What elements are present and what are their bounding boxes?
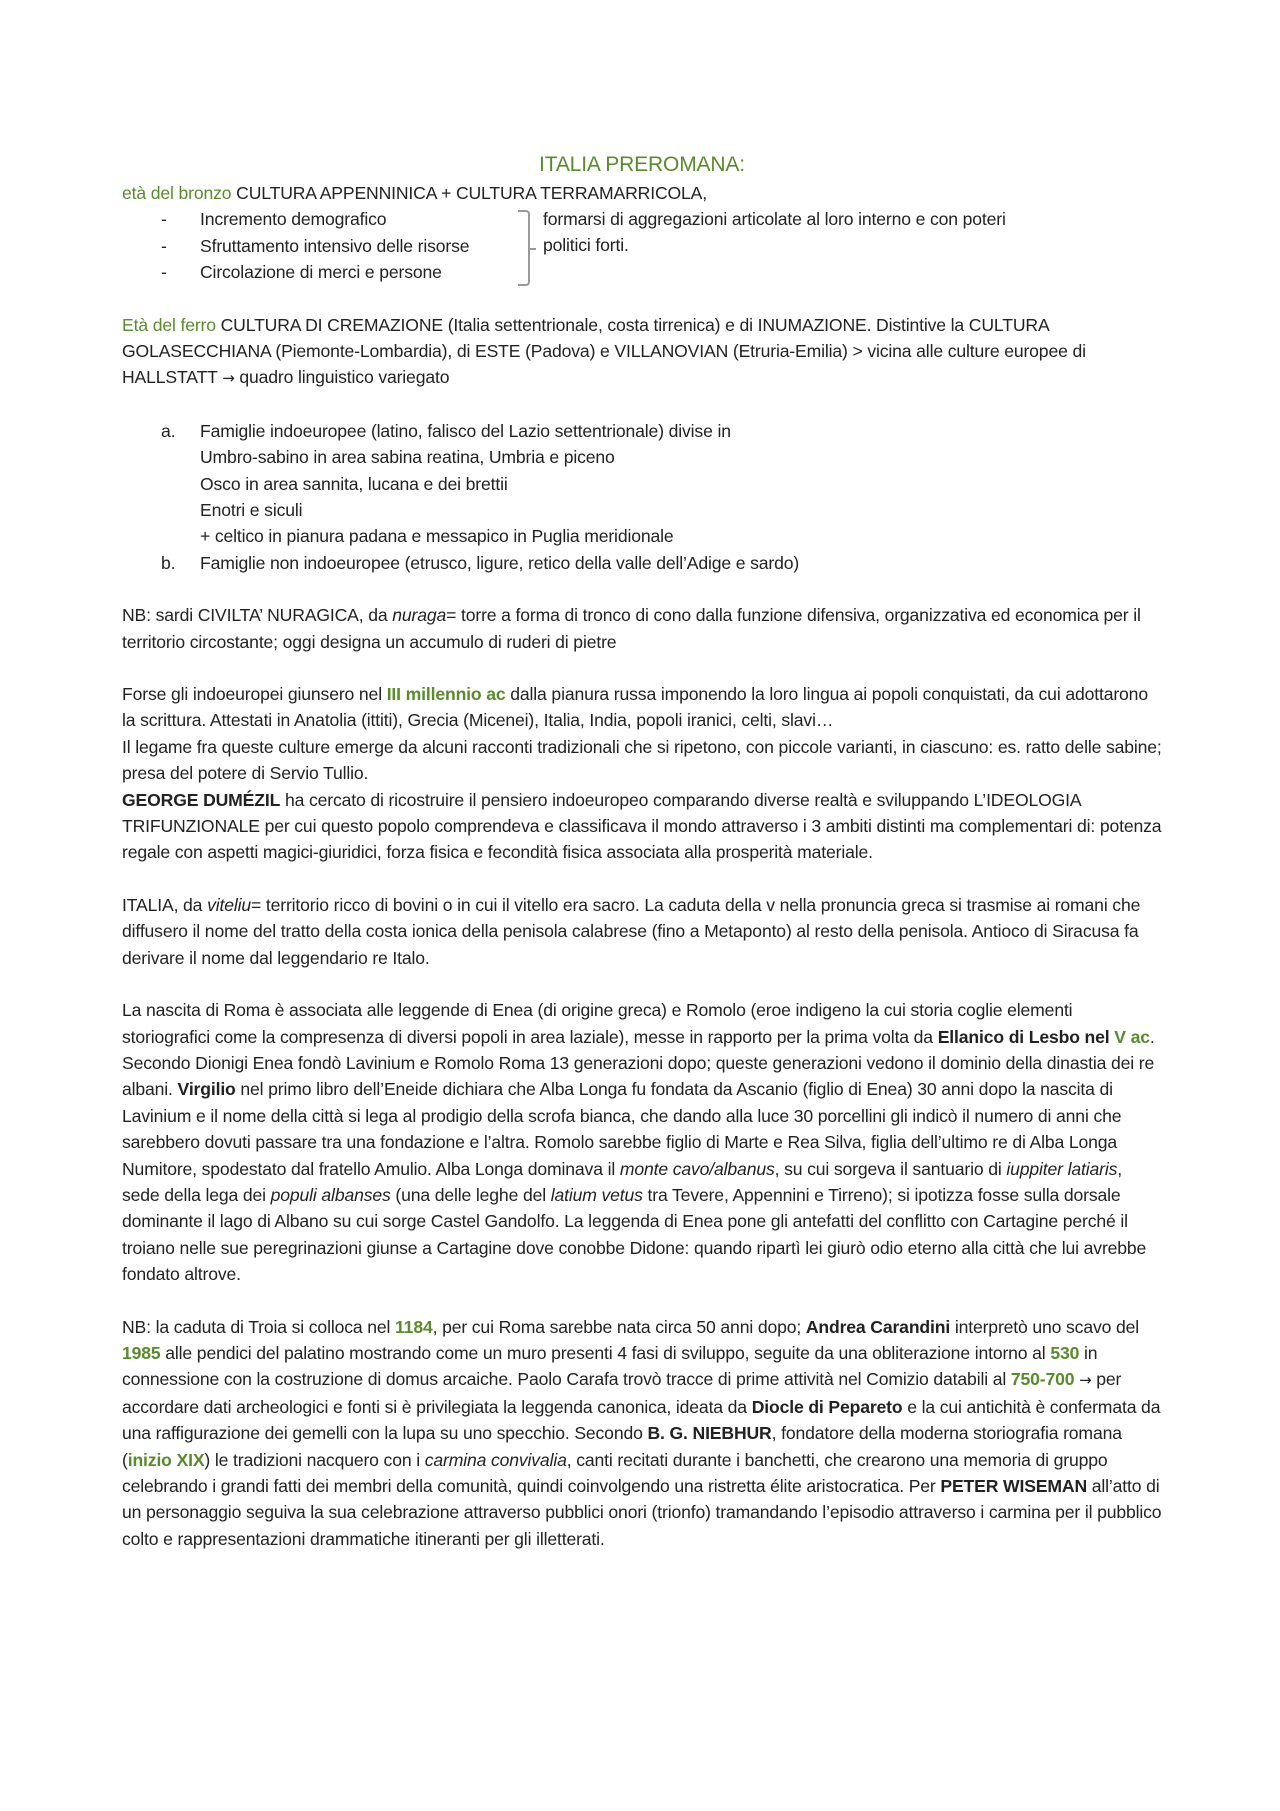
brace-icon	[518, 210, 530, 286]
nb-troia-paragraph: NB: la caduta di Troia si colloca nel 1184, per cui Roma sarebbe nata circa 50 anni dopo; Andrea Carandini interpretò uno scavo del 1985 alle pendici del palatino mostrando come un muro presenti 4 fasi di sviluppo, seguite da una obliterazione intorno al 530 in connessione con la costruzione di domus arcaiche. Paolo Carafa trovò tracce di prime attività nel Comizio databili al 750-700 → per accordare dati archeologici e fonti si è privilegiata la leggenda canonica, ideata da Diocle di Pepareto e la cui antichità è confermata da una raffigurazione dei gemelli con la lupa su uno specchio. Secondo B. G. NIEBHUR, fondatore della moderna storiografia romana (inizio XIX) le tradizioni nacquero con i carmina convivalia, canti recitati durante i banchetti, che crearono una memoria di gruppo celebrando i grandi fatti dei membri della comunità, quindi coinvolgendo una ristretta élite aristocratica. Per PETER WISEMAN all’atto di un personaggio seguiva la sua celebrazione attraverso pubblici onori (trionfo) tramandando l’episodio attraverso i carmina per il pubblico colto e rappresentazioni drammatiche itineranti per gli illetterati.	[122, 1316, 1162, 1549]
family-line: Enotri e siculi	[200, 500, 303, 521]
iron-text: CULTURA DI CREMAZIONE (Italia settentrionale, costa tirrenica) e di INUMAZIONE. Distintive la CULTURA GOLASECCHIANA (Piemonte-Lombardia), di ESTE (Padova) e VILLANOVIAN (Etruria-Emilia) > vicina alle culture europee di HALLSTATT	[122, 314, 1086, 388]
dumezil-paragraph: GEORGE DUMÉZIL ha cercato di ricostruire il pensiero indoeuropeo comparando diverse realtà e sviluppando L’IDEOLOGIA TRIFUNZIONALE per cui questo popolo comprendeva e classificava il mondo attraverso i 3 ambiti distinti ma complementari di: potenza regale con aspetti magici-giuridici, forza fisica e fecondità fisica associata alla prosperità materiale.	[122, 789, 1162, 863]
family-line: Famiglie non indoeuropee (etrusco, ligure, retico della valle dell’Adige e sardo)	[200, 552, 800, 573]
family-line: + celtico in pianura padana e messapico in Puglia meridionale	[200, 526, 674, 547]
bronze-section	[122, 180, 1162, 286]
family-line: Famiglie indoeuropee (latino, falisco del Lazio settentrionale) divise in	[200, 420, 731, 441]
arrow-right-icon: →	[1079, 1371, 1092, 1390]
bronze-label: età del bronzo	[122, 183, 232, 203]
list-item-b	[122, 550, 1162, 576]
iron-text-end: quadro linguistico variegato	[234, 367, 450, 388]
bronze-item-3: Circolazione di merci e persone	[200, 262, 442, 283]
document-page	[122, 150, 1162, 1552]
iron-paragraph	[122, 312, 1162, 392]
list-item: - Circolazione di merci e persone	[122, 259, 1162, 285]
brace-text: formarsi di aggregazioni articolate al loro interno e con poteri politici forti.	[543, 209, 1006, 256]
arrow-right-icon: →	[222, 369, 235, 388]
family-line: Umbro-sabino in area sabina reatina, Umbria e piceno	[200, 447, 615, 468]
italia-paragraph: ITALIA, da viteliu= territorio ricco di bovini o in cui il vitello era sacro. La caduta della v nella pronuncia greca si trasmise ai romani che diffusero il nome del tratto della costa ionica della penisola calabrese (fino a Metaponto) al resto della penisola. Antioco di Siracusa fa derivare il nome dal leggendario re Italo.	[122, 894, 1141, 968]
family-line: Osco in area sannita, lucana e dei brettii	[200, 473, 508, 494]
roma-paragraph: La nascita di Roma è associata alle leggende di Enea (di origine greca) e Romolo (eroe indigeno la cui storia coglie elementi storiografici come la compresenza di diversi popoli in area laziale), messe in rapporto per la prima volta da Ellanico di Lesbo nel V ac. Secondo Dionigi Enea fondò Lavinium e Romolo Roma 13 generazioni dopo; queste generazioni vedono il dominio della dinastia dei re albani. Virgilio nel primo libro dell’Eneide dichiara che Alba Longa fu fondata da Ascanio (figlio di Enea) 30 anni dopo la nascita di Lavinium e il nome della città si lega al prodigio della scrofa bianca, che dando alla luce 30 porcellini gli indicò il numero di anni che sarebbero dovuti passare tra una fondazione e l’altra. Romolo sarebbe figlio di Marte e Rea Silva, figlia dell’ultimo re di Alba Longa Numitore, spodestato dal fratello Amulio. Alba Longa dominava il monte cavo/albanus, su cui sorgeva il santuario di iuppiter latiaris, sede della lega dei populi albanses (una delle leghe del latium vetus tra Tevere, Appennini e Tirreno); si ipotizza fosse sulla dorsale dominante il lago di Albano su cui sorge Castel Gandolfo. La leggenda di Enea pone gli antefatti del conflitto con Cartagine perché il troiano nelle sue peregrinazioni giunse a Cartagine dove conobbe Didone: quando ripartì lei giurò odio eterno alla città che lui avrebbe fondato altrove.	[122, 1000, 1155, 1285]
list-item: - Sfruttamento intensivo delle risorse	[122, 233, 1162, 259]
bronze-heading	[122, 180, 1162, 206]
list-marker-b: b.	[161, 552, 176, 573]
indoeuropei-paragraph: Forse gli indoeuropei giunsero nel III millennio ac dalla pianura russa imponendo la loro lingua ai popoli conquistati, da cui adottarono la scrittura. Attestati in Anatolia (ittiti), Grecia (Micenei), Italia, India, popoli iranici, celti, slavi…	[122, 684, 1148, 731]
page-title: ITALIA PREROMANA:	[539, 153, 745, 176]
list-item-a	[122, 418, 1162, 550]
legame-paragraph: Il legame fra queste culture emerge da alcuni racconti tradizionali che si ripetono, con piccole varianti, in ciascuno: es. ratto delle sabine; presa del potere di Servio Tullio.	[122, 736, 1162, 784]
list-item: - Incremento demografico	[122, 206, 1162, 232]
iron-label: Età del ferro	[122, 314, 216, 335]
nb-nuraghi-paragraph: NB: sardi CIVILTA’ NURAGICA, da nuraga= torre a forma di tronco di cono dalla funzione difensiva, organizzativa ed economica per il territorio circostante; oggi designa un accumulo di ruderi di pietre	[122, 605, 1141, 652]
bronze-text: CULTURA APPENNINICA + CULTURA TERRAMARRICOLA,	[231, 183, 707, 203]
bronze-item-2: Sfruttamento intensivo delle risorse	[200, 235, 470, 256]
bronze-item-1: Incremento demografico	[200, 209, 387, 230]
list-marker-a: a.	[161, 420, 176, 441]
